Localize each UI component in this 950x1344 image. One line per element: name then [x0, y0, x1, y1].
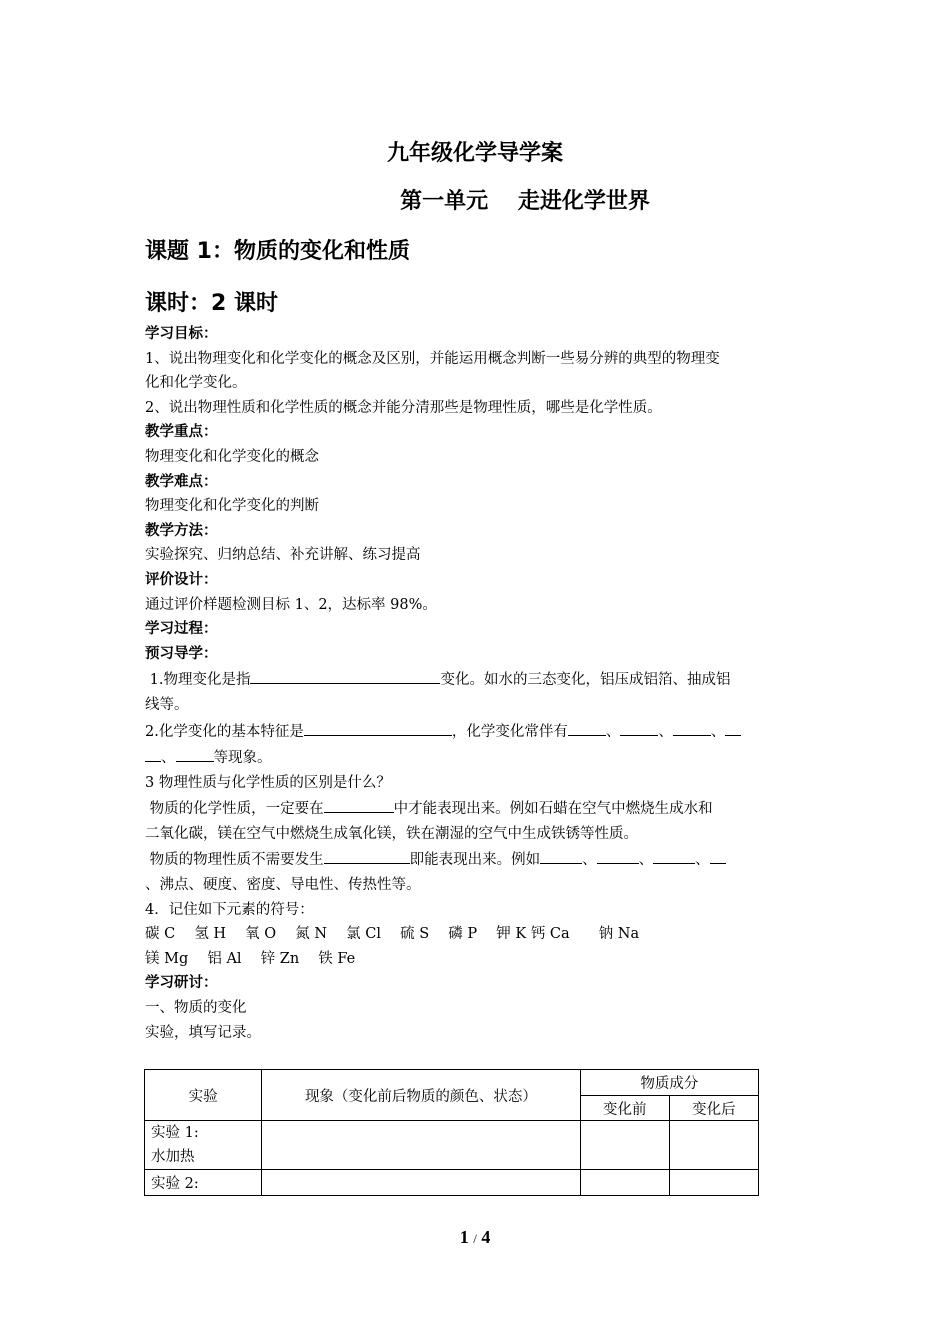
- total-pages: 4: [481, 1227, 491, 1247]
- table-row: [145, 1121, 759, 1170]
- table-row: [145, 1170, 759, 1196]
- document-title: 九年级化学导学案: [386, 141, 563, 166]
- answer-blank[interactable]: [710, 846, 726, 864]
- elements-line-2: 镁 Mg 铝 Al 锌 Zn 铁 Fe: [145, 950, 356, 967]
- phenomenon-cell[interactable]: [262, 1121, 581, 1170]
- question-3-chem: [145, 795, 810, 822]
- document-body: [145, 322, 810, 1045]
- q3-text-a1: 物质的化学性质，一定要在: [145, 801, 324, 818]
- preview-label: 预习导学：: [145, 645, 218, 662]
- process-label: 学习过程：: [145, 621, 218, 638]
- after-cell[interactable]: [669, 1170, 758, 1196]
- question-2-cont: 、 等现象。: [145, 744, 810, 771]
- answer-blank[interactable]: [653, 846, 695, 864]
- q3-text-b1: 物质的物理性质不需要发生: [145, 852, 324, 869]
- header-phenomenon: 现象（变化前后物质的颜色、状态）: [262, 1070, 581, 1121]
- q2-text-a: 2.化学变化的基本特征是: [145, 723, 304, 740]
- header-before: 变化前: [580, 1096, 669, 1121]
- experiment-1-cell: [145, 1121, 262, 1170]
- methods-text: 实验探究、归纳总结、补充讲解、练习提高: [145, 547, 421, 564]
- q3-text-a2: 中才能表现出来。例如石蜡在空气中燃烧生成水和: [393, 801, 713, 818]
- question-3-chem-cont: 二氧化碳，镁在空气中燃烧生成氧化镁，铁在潮湿的空气中生成铁锈等性质。: [145, 825, 638, 842]
- header-after: 变化后: [669, 1096, 758, 1121]
- difficulties-label: 教学难点：: [145, 473, 218, 490]
- answer-blank[interactable]: [176, 744, 214, 762]
- answer-blank[interactable]: [673, 718, 711, 736]
- key-points-text: 物理变化和化学变化的概念: [145, 448, 319, 465]
- evaluation-label: 评价设计：: [145, 571, 218, 588]
- unit-title: 第一单元 走进化学世界: [400, 189, 650, 214]
- objective-2: 2、说出物理性质和化学性质的概念并能分清那些是物理性质，哪些是化学性质。: [145, 399, 662, 416]
- current-page: 1: [459, 1227, 469, 1247]
- question-3-title: 3 物理性质与化学性质的区别是什么？: [145, 774, 391, 791]
- objective-1a: 1、说出物理变化和化学变化的概念及区别，并能运用概念判断一些易分辨的典型的物理变: [145, 350, 720, 367]
- q2-text-c: 等现象。: [213, 750, 272, 767]
- answer-blank[interactable]: [304, 718, 452, 736]
- objectives-label: 学习目标：: [145, 326, 218, 342]
- after-cell[interactable]: [669, 1121, 758, 1170]
- answer-blank[interactable]: [145, 744, 161, 762]
- question-3-phys-cont: 、沸点、硬度、密度、导电性、传热性等。: [145, 877, 421, 894]
- q2-text-b: ，化学变化常伴有: [451, 723, 568, 740]
- experiment-2-cell: 实验 2:: [145, 1170, 262, 1196]
- phenomenon-cell[interactable]: [262, 1170, 581, 1196]
- objective-1b: 化和化学变化。: [145, 375, 247, 392]
- q3-text-b2: 即能表现出来。例如: [409, 852, 541, 869]
- experiment-1-label: 实验 1:: [151, 1125, 199, 1141]
- methods-label: 教学方法：: [145, 522, 218, 539]
- topic-heading: 课题 1：物质的变化和性质: [145, 239, 410, 264]
- answer-blank[interactable]: [620, 718, 658, 736]
- answer-blank[interactable]: [324, 846, 410, 864]
- elements-line-1: 碳 C 氢 H 氧 O 氮 N 氯 Cl 硫 S 磷 P 钾 K 钙 Ca 钠 Na: [145, 926, 640, 943]
- q1-text-a: 1.物理变化是指: [145, 672, 251, 689]
- answer-blank[interactable]: [540, 846, 582, 864]
- answer-blank[interactable]: [250, 666, 440, 684]
- answer-blank[interactable]: [324, 795, 394, 813]
- before-cell[interactable]: [580, 1170, 669, 1196]
- before-cell[interactable]: [580, 1121, 669, 1170]
- answer-blank[interactable]: [568, 718, 606, 736]
- evaluation-text: 通过评价样题检测目标 1、2，达标率 98%。: [145, 596, 437, 613]
- table-instruction: 实验，填写记录。: [145, 1024, 261, 1041]
- period-heading: 课时：2 课时: [145, 291, 278, 316]
- experiment-1-desc: 水加热: [151, 1149, 195, 1165]
- experiment-table: [144, 1069, 759, 1196]
- page-separator: /: [473, 1231, 477, 1246]
- study-label: 学习研讨：: [145, 975, 218, 992]
- page-number: [0, 1227, 950, 1248]
- section-1-heading: 一、物质的变化: [145, 1000, 247, 1017]
- answer-blank[interactable]: [725, 718, 741, 736]
- question-2: 2.化学变化的基本特征是 ，化学变化常伴有 、 、 、: [145, 718, 810, 745]
- q1-text-b: 变化。如水的三态变化，铝压成铝箔、抽成铝: [440, 672, 731, 689]
- question-1-cont: 线等。: [145, 696, 189, 713]
- answer-blank[interactable]: [597, 846, 639, 864]
- difficulties-text: 物理变化和化学变化的判断: [145, 498, 319, 515]
- question-3-phys: 物质的物理性质不需要发生 即能表现出来。例如 、 、 、: [145, 846, 810, 873]
- question-4-title: 4．记住如下元素的符号：: [145, 901, 314, 918]
- key-points-label: 教学重点：: [145, 424, 218, 441]
- question-1: [145, 666, 810, 693]
- header-composition: 物质成分: [580, 1070, 758, 1096]
- header-experiment: 实验: [145, 1070, 262, 1121]
